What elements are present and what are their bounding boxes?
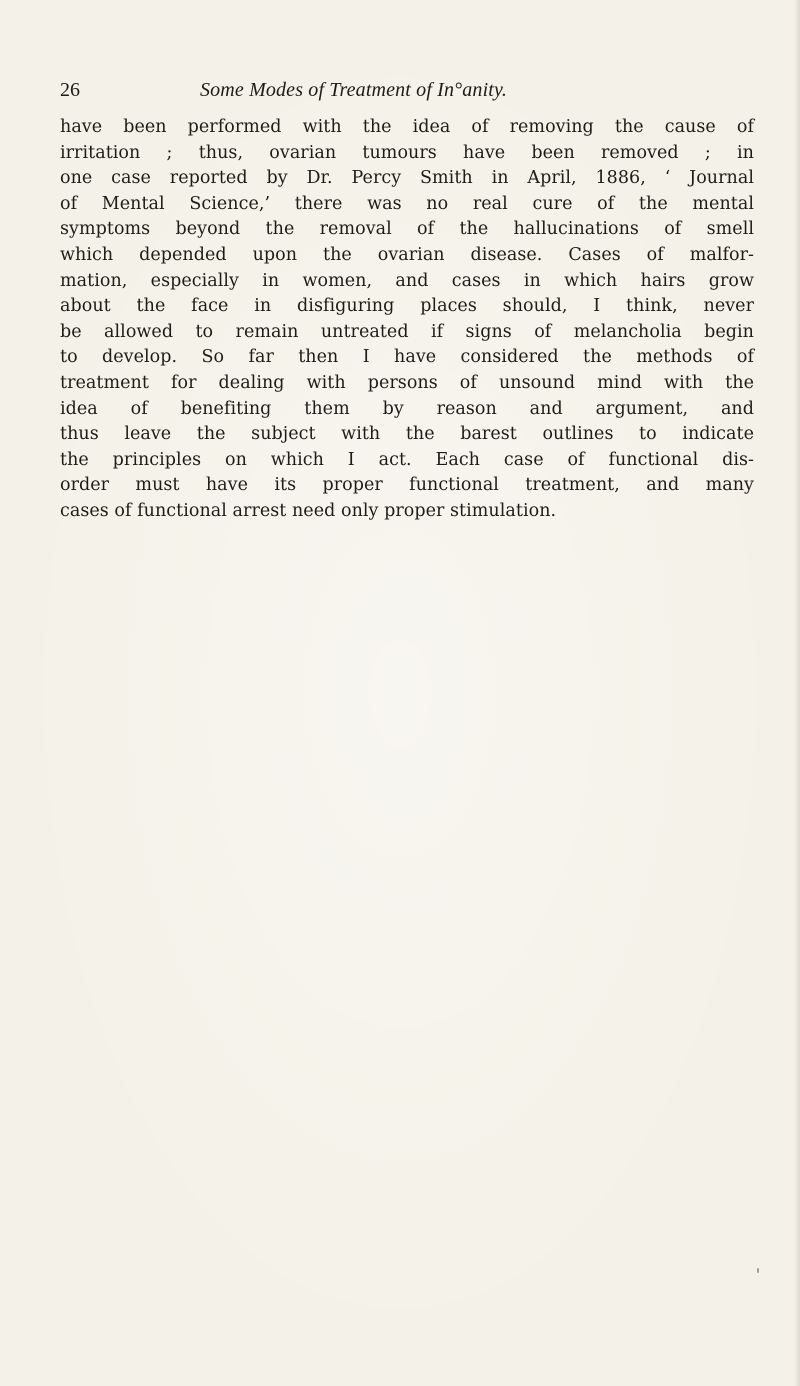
text-line: to develop. So far then I have considered the methods of bbox=[60, 347, 754, 368]
text-line: irritation ; thus, ovarian tumours have been removed ; in bbox=[60, 142, 754, 163]
scan-speck bbox=[757, 1268, 759, 1273]
text-line: which depended upon the ovarian disease. Cases of malfor- bbox=[60, 244, 754, 265]
text-line: treatment for dealing with persons of unsound mind with the bbox=[60, 372, 754, 393]
text-line: symptoms beyond the removal of the hallucinations of smell bbox=[60, 219, 754, 240]
text-line: the principles on which I act. Each case of functional dis- bbox=[60, 449, 754, 470]
text-line: about the face in disfiguring places should, I think, never bbox=[60, 296, 754, 317]
text-line: mation, especially in women, and cases in which hairs grow bbox=[60, 270, 754, 291]
text-line: idea of benefiting them by reason and argument, and bbox=[60, 398, 754, 419]
text-line: have been performed with the idea of removing the cause of bbox=[60, 117, 754, 137]
page-edge-shadow bbox=[794, 0, 800, 1386]
page-header bbox=[60, 76, 754, 106]
text-line: thus leave the subject with the barest outlines to indicate bbox=[60, 424, 754, 445]
text-line: be allowed to remain untreated if signs of melancholia begin bbox=[60, 321, 754, 342]
text-line: order must have its proper functional treatment, and many bbox=[60, 475, 754, 496]
text-line: cases of functional arrest need only proper stimulation. bbox=[60, 500, 557, 521]
body-paragraph bbox=[60, 115, 760, 525]
running-title: Some Modes of Treatment of In°anity. bbox=[200, 79, 508, 101]
page-number: 26 bbox=[60, 79, 80, 101]
text-line: one case reported by Dr. Percy Smith in April, 1886, ‘ Journal bbox=[60, 168, 754, 189]
text-line: of Mental Science,’ there was no real cure of the mental bbox=[60, 193, 754, 214]
